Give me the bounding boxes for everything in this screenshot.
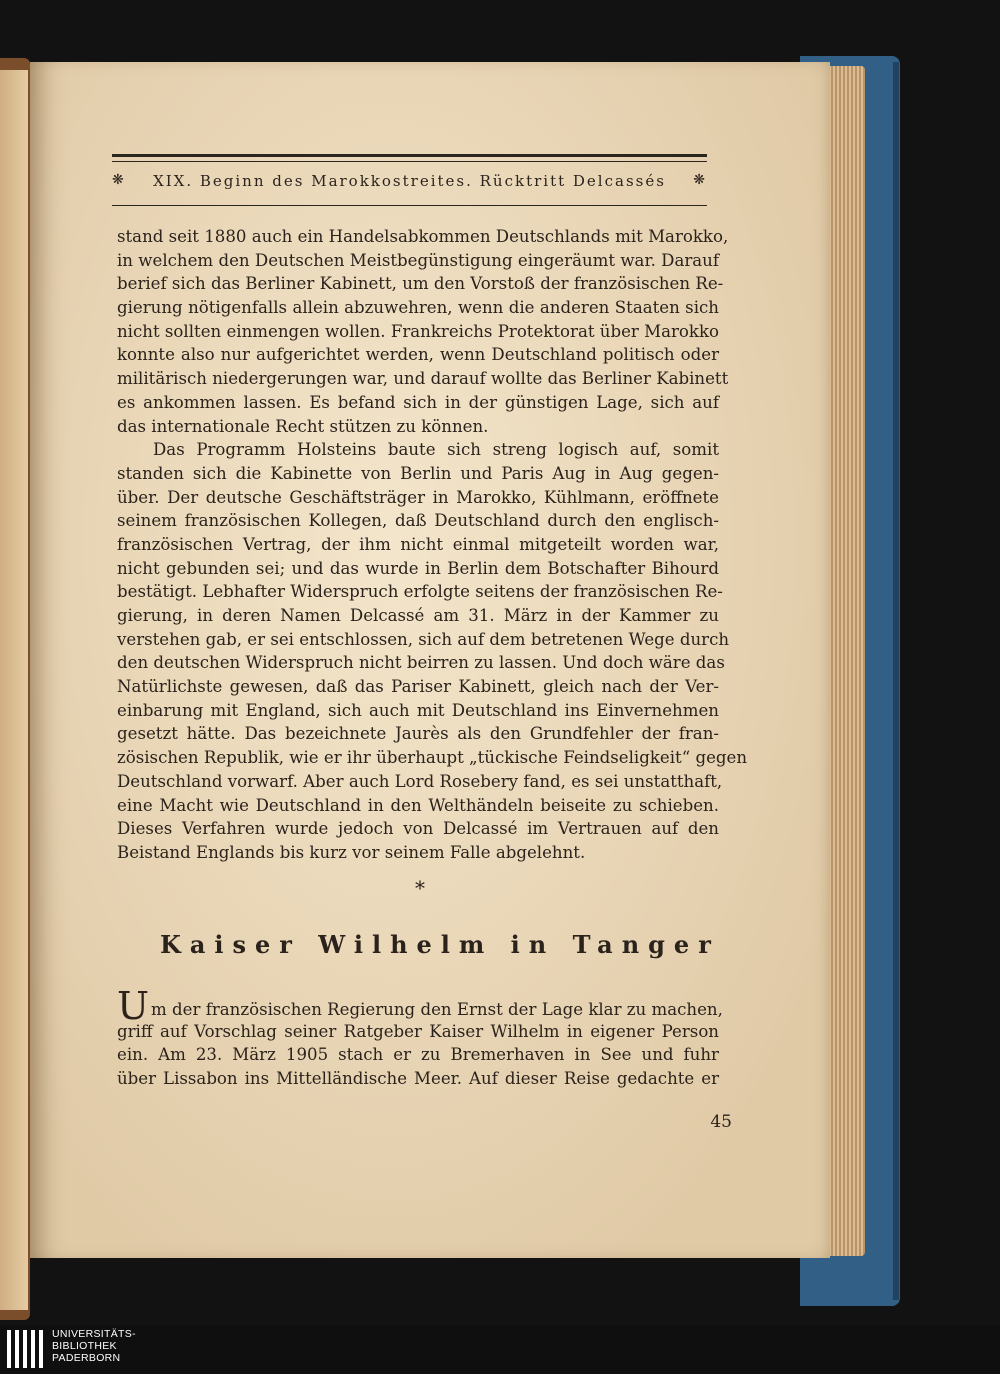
header-rule-thin: [112, 161, 707, 162]
text-line: den deutschen Widerspruch nicht beirren zu lassen. Und doch wäre das: [117, 653, 725, 673]
page-number: 45: [710, 1112, 732, 1132]
ornament-right-icon: ❋: [693, 172, 707, 188]
text-line: nicht sollten einmengen wollen. Frankreichs Protektorat über Marokko: [117, 321, 720, 341]
text-line: militärisch niedergerungen war, und darauf wollte das Berliner Kabinett: [117, 369, 729, 389]
text-line: in welchem den Deutschen Meistbegünstigung eingeräumt war. Darauf: [117, 250, 719, 270]
text-line: das internationale Recht stützen zu können.: [117, 416, 489, 436]
text-line: verstehen gab, er sei entschlossen, sich auf dem betretenen Wege durch: [117, 629, 730, 649]
text-line: berief sich das Berliner Kabinett, um den Vorstoß der französischen Re-: [117, 274, 724, 294]
text-line: gesetzt hätte. Das bezeichnete Jaurès als den Grundfehler der fran-: [117, 724, 719, 744]
text-line: über. Der deutsche Geschäftsträger in Marokko, Kühlmann, eröffnete: [117, 487, 719, 507]
text-line: griff auf Vorschlag seiner Ratgeber Kaiser Wilhelm in eigener Person: [117, 1021, 719, 1041]
text-line: Dieses Verfahren wurde jedoch von Delcassé im Vertrauen auf den: [117, 819, 719, 839]
library-logo-icon: [7, 1330, 45, 1368]
dropcap-line: [117, 984, 723, 1028]
section-asterism: *: [415, 876, 425, 900]
ornament-left-icon: ❋: [112, 172, 126, 188]
library-logo-text: [52, 1328, 136, 1364]
logo-line: PADERBORN: [52, 1352, 121, 1364]
text-line: bestätigt. Lebhafter Widerspruch erfolgte seitens der französischen Re-: [117, 582, 723, 602]
text-line: einbarung mit England, sich auch mit Deutschland ins Einvernehmen: [117, 700, 719, 720]
text-line: es ankommen lassen. Es befand sich in der günstigen Lage, sich auf: [117, 392, 719, 412]
header-rule-bottom: [112, 205, 707, 206]
right-cover-spine-edge: [893, 62, 899, 1300]
text-line: über Lissabon ins Mittelländische Meer. Auf dieser Reise gedachte er: [117, 1069, 719, 1089]
text-line: seinem französischen Kollegen, daß Deutschland durch den englisch-: [117, 511, 719, 531]
paragraph: [117, 438, 748, 864]
header-rule-thick: [112, 154, 707, 157]
paragraph: [117, 225, 729, 438]
logo-line: UNIVERSITÄTS-: [52, 1328, 136, 1340]
text-line: m der französischen Regierung den Ernst der Lage klar zu machen,: [151, 1000, 723, 1019]
text-line: Deutschland vorwarf. Aber auch Lord Rosebery fand, es sei unstatthaft,: [117, 771, 723, 791]
text-line: eine Macht wie Deutschland in den Welthändeln beiseite zu schieben.: [117, 795, 719, 815]
library-footer: [0, 1325, 1000, 1374]
text-line: ein. Am 23. März 1905 stach er zu Bremerhaven in See und fuhr: [117, 1045, 719, 1065]
text-line: zösischen Republik, wie er ihr überhaupt „tückische Feindseligkeit“ gegen: [117, 748, 748, 768]
text-line: standen sich die Kabinette von Berlin und Paris Aug in Aug gegen-: [117, 463, 719, 483]
text-line: stand seit 1880 auch ein Handelsabkommen Deutschlands mit Marokko,: [117, 227, 729, 246]
dropcap: U: [117, 984, 150, 1028]
section-title: Kaiser Wilhelm in Tanger: [160, 930, 720, 959]
text-line: gierung nötigenfalls allein abzuwehren, wenn die anderen Staaten sich: [117, 298, 719, 318]
text-line: nicht gebunden sei; und das wurde in Berlin dem Botschafter Bihourd: [117, 558, 719, 578]
running-head-title: XIX. Beginn des Marokkostreites. Rücktritt Delcassés: [153, 172, 666, 190]
text-line: Beistand Englands bis kurz vor seinem Falle abgelehnt.: [117, 842, 586, 862]
body-text: [117, 225, 748, 865]
text-line: Natürlichste gewesen, daß das Pariser Kabinett, gleich nach der Ver-: [117, 677, 719, 697]
section-body: [117, 984, 723, 1091]
text-line: Das Programm Holsteins baute sich streng logisch auf, somit: [153, 440, 719, 460]
text-line: konnte also nur aufgerichtet werden, wenn Deutschland politisch oder: [117, 345, 719, 365]
text-line: gierung, in deren Namen Delcassé am 31. März in der Kammer zu: [117, 606, 719, 625]
text-line: französischen Vertrag, der ihm nicht einmal mitgeteilt worden war,: [117, 534, 719, 554]
logo-line: BIBLIOTHEK: [52, 1340, 117, 1352]
left-page-edge: [0, 70, 28, 1310]
running-head: [112, 170, 707, 196]
